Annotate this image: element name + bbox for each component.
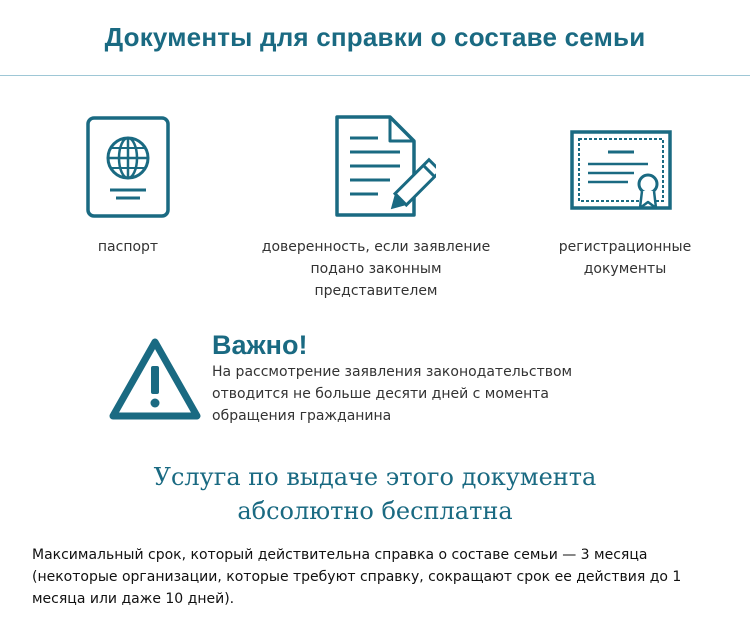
passport-icon	[86, 116, 170, 222]
important-title: Важно!	[212, 330, 308, 360]
document-label-registration: регистрационные документы	[558, 239, 692, 277]
page-title: Документы для справки о составе семьи	[104, 22, 646, 52]
page-header	[0, 0, 750, 76]
service-line-2: абсолютно бесплатна	[237, 497, 513, 525]
service-free-note	[0, 460, 750, 528]
document-label-power-of-attorney: доверенность, если заявление подано законным представителем	[261, 239, 491, 299]
service-line-1: Услуга по выдаче этого документа	[153, 463, 597, 491]
certificate-icon	[570, 130, 674, 216]
warning-icon	[107, 336, 203, 426]
important-text: На рассмотрение заявления законодательством отводится не больше десяти дней с момента обращения гражданина	[212, 364, 573, 424]
document-label-passport: паспорт	[97, 239, 159, 255]
validity-note: Максимальный срок, который действительна справка о составе семьи — 3 месяца (некоторые организации, которые требуют справку, сокращают срок ее действия до 1 месяца или даже 10 дней).	[32, 547, 682, 607]
document-pen-icon	[334, 114, 436, 222]
